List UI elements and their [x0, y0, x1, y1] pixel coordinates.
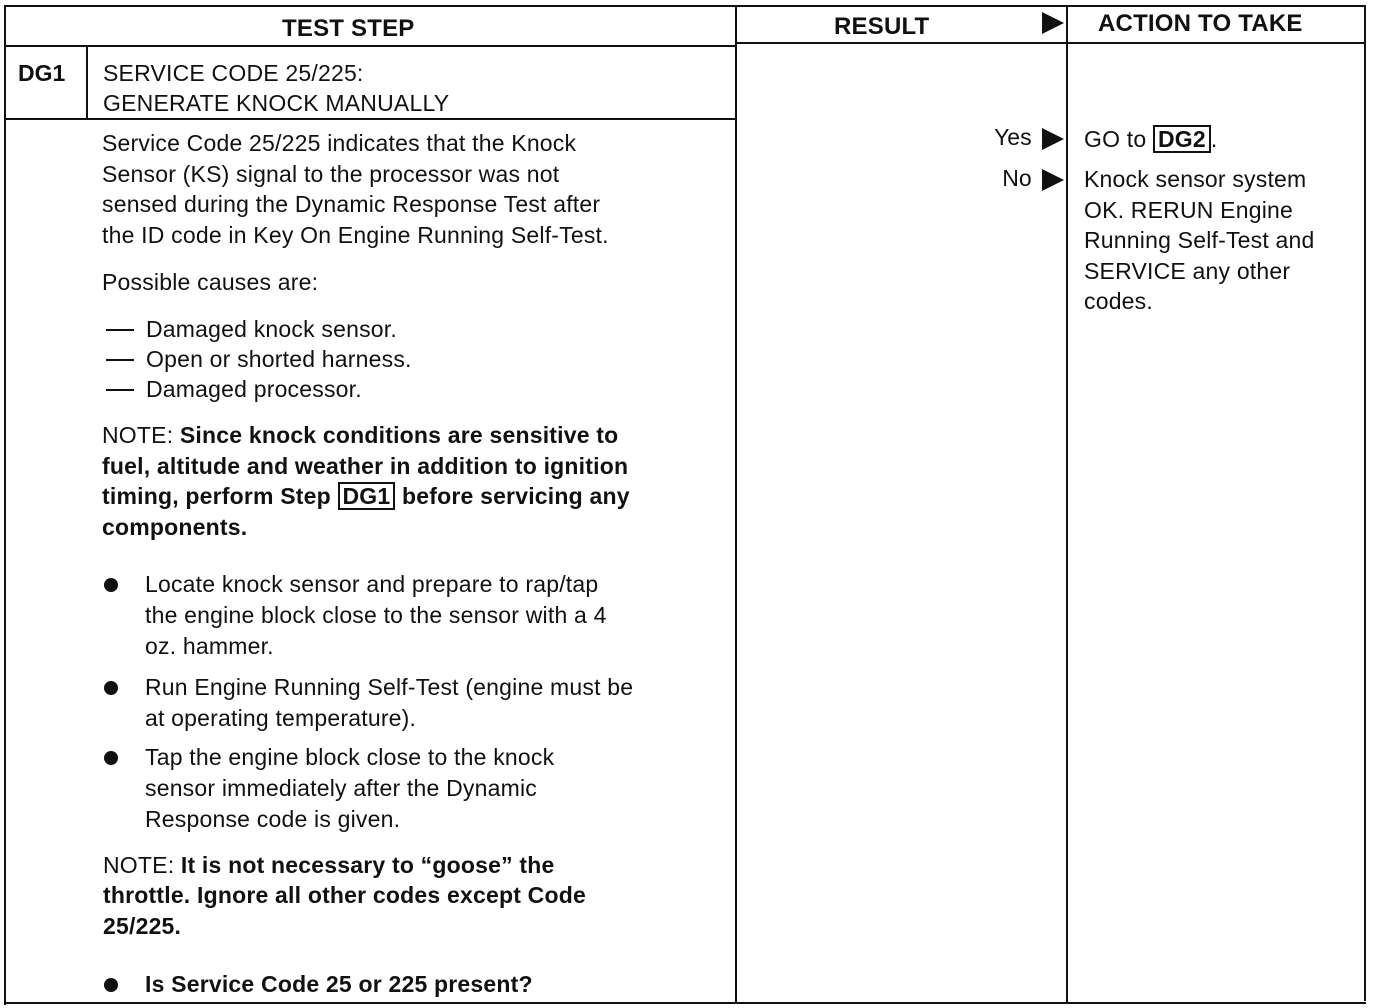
step-bullet-2: [145, 672, 633, 734]
note1-line1: [102, 420, 618, 451]
possible-causes-label: Possible causes are:: [102, 269, 319, 295]
step-bullet-3: [145, 742, 554, 835]
result-no-label: No: [1002, 165, 1032, 191]
step-bullet-1: [145, 569, 607, 662]
action-no-line: codes.: [1084, 288, 1153, 314]
note1-text-1: Since knock conditions are sensitive to: [179, 422, 619, 448]
cause-text: Open or shorted harness.: [146, 346, 412, 372]
cause-item: [106, 344, 412, 375]
note1-line3: [102, 481, 630, 512]
column-divider-1: [735, 5, 737, 1002]
step-ref-dg1[interactable]: DG1: [338, 482, 396, 510]
header-arrow-icon: [1042, 12, 1064, 34]
frame-left: [4, 5, 6, 1005]
action-no-line: Knock sensor system: [1084, 166, 1307, 192]
note2-line1: [103, 850, 555, 881]
step-bullet-3-line: Tap the engine block close to the knock: [145, 744, 555, 770]
dash-icon: [106, 329, 134, 331]
result-yes: [960, 124, 1064, 151]
step-title-line1: SERVICE CODE 25/225:: [103, 60, 364, 86]
step-title-line2: GENERATE KNOCK MANUALLY: [103, 90, 450, 116]
description-line-3: sensed during the Dynamic Response Test after: [102, 191, 601, 217]
step-bullet-2-line: Run Engine Running Self-Test (engine must be: [145, 674, 634, 700]
step-id: DG1: [18, 60, 66, 86]
step-bullet-2-line: at operating temperature).: [145, 705, 417, 731]
note2-prefix: NOTE:: [103, 852, 181, 878]
arrow-right-icon: [1042, 169, 1064, 191]
step-id-divider: [86, 46, 88, 118]
note1-line3-a: timing, perform Step: [102, 483, 338, 509]
bullet-icon: [104, 751, 118, 765]
frame-bottom: [4, 1002, 1366, 1004]
step-bullet-3-line: Response code is given.: [145, 806, 401, 832]
frame-right: [1364, 5, 1366, 1001]
cause-text: Damaged knock sensor.: [146, 316, 397, 342]
note2-line3: 25/225.: [103, 913, 182, 939]
action-yes-prefix: GO to: [1084, 126, 1153, 152]
description-line-2: Sensor (KS) signal to the processor was not: [102, 161, 560, 187]
note1-line3-b: before servicing any: [395, 483, 630, 509]
description-line-4: the ID code in Key On Engine Running Self-Test.: [102, 222, 609, 248]
step-bullet-1-line: Locate knock sensor and prepare to rap/tap: [145, 571, 599, 597]
cause-item: [106, 374, 362, 405]
header-divider-right: [736, 42, 1366, 44]
bullet-icon: [104, 978, 118, 992]
note2-text-1: It is not necessary to “goose” the: [180, 852, 555, 878]
action-no-line: Running Self-Test and: [1084, 227, 1315, 253]
result-yes-label: Yes: [994, 124, 1032, 150]
note1-prefix: NOTE:: [102, 422, 180, 448]
note2-line2: throttle. Ignore all other codes except Code: [103, 882, 586, 908]
description-line-1: Service Code 25/225 indicates that the Knock: [102, 130, 577, 156]
cause-item: [106, 314, 397, 345]
header-divider-left: [4, 45, 736, 47]
dash-icon: [106, 359, 134, 361]
action-yes-suffix: .: [1210, 126, 1218, 152]
question-text: Is Service Code 25 or 225 present?: [145, 971, 533, 997]
note1-line4: components.: [102, 514, 248, 540]
frame-top: [4, 5, 1366, 7]
header-result: RESULT: [834, 13, 930, 40]
action-yes: [1084, 124, 1217, 155]
step-ref-dg2[interactable]: DG2: [1153, 125, 1211, 153]
step-bullet-3-line: sensor immediately after the Dynamic: [145, 775, 537, 801]
header-action: ACTION TO TAKE: [1098, 10, 1303, 37]
step-bullet-1-line: oz. hammer.: [145, 633, 274, 659]
action-no: [1084, 164, 1315, 317]
cause-text: Damaged processor.: [146, 376, 362, 402]
result-no: [960, 165, 1064, 192]
step-title-underline: [4, 118, 736, 120]
step-bullet-1-line: the engine block close to the sensor with a 4: [145, 602, 607, 628]
action-no-line: SERVICE any other: [1084, 257, 1291, 284]
dash-icon: [106, 389, 134, 391]
note1-line2: fuel, altitude and weather in addition to ignition: [102, 453, 629, 479]
arrow-right-icon: [1042, 128, 1064, 150]
bullet-icon: [104, 681, 118, 695]
action-no-line: OK. RERUN Engine: [1084, 196, 1293, 223]
header-test-step: TEST STEP: [282, 15, 415, 42]
column-divider-2: [1066, 5, 1068, 1002]
bullet-icon: [104, 578, 118, 592]
